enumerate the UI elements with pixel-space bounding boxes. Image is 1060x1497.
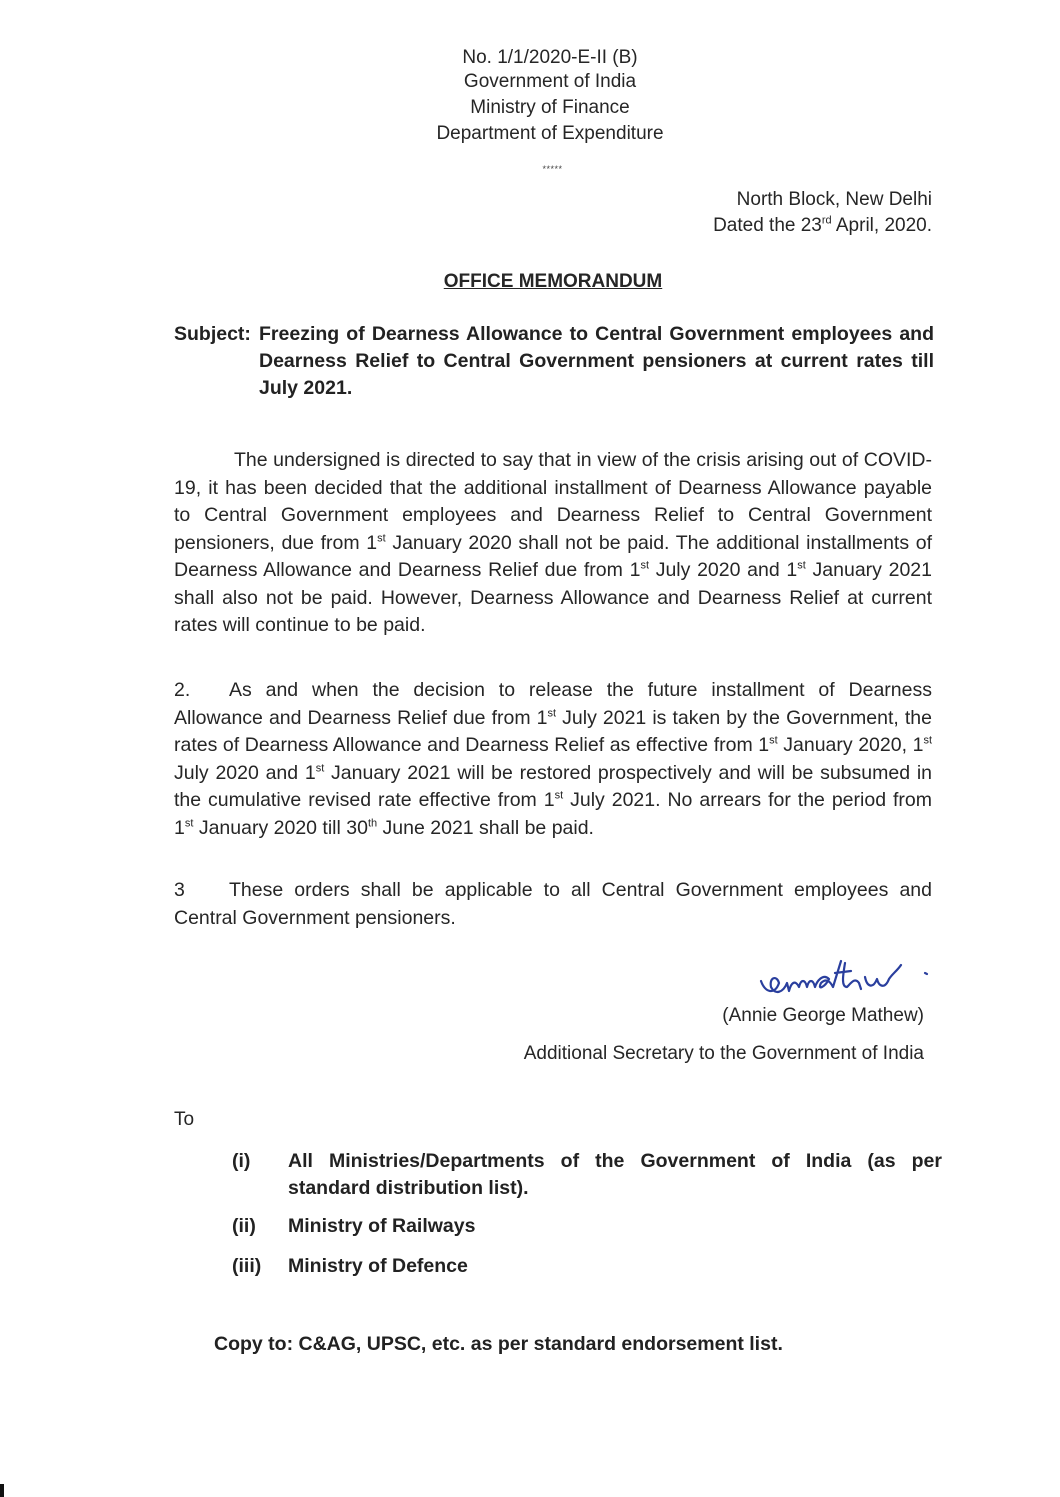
recipient-text: All Ministries/Departments of the Government of India (as per standard distribution list).	[288, 1150, 942, 1199]
ministry-line: Ministry of Finance	[470, 97, 630, 118]
subject-label: Subject:	[174, 323, 251, 345]
recipient-number: (iii)	[232, 1255, 262, 1277]
paragraph-3-text: These orders shall be applicable to all Central Government employees and Central Government pensioners.	[174, 879, 932, 929]
subject-text: Freezing of Dearness Allowance to Central Government employees and Dearness Relief to Central Government pensioners at current rates till July 2021.	[259, 323, 934, 399]
signatory-title: Additional Secretary to the Government of India	[523, 1043, 924, 1064]
to-label: To	[174, 1109, 195, 1130]
date-day-suffix: rd	[821, 214, 832, 227]
recipient-number: (ii)	[232, 1215, 256, 1237]
recipient-item	[232, 1148, 942, 1202]
header-stars: *****	[542, 164, 563, 174]
signature	[755, 943, 935, 1008]
paragraph-3-number: 3	[174, 879, 185, 901]
subject-block	[174, 321, 934, 402]
paragraph-3	[174, 877, 932, 932]
recipient-item	[232, 1253, 942, 1280]
signatory-name: (Annie George Mathew)	[722, 1005, 924, 1026]
document-title: OFFICE MEMORANDUM	[443, 271, 663, 292]
recipient-number: (i)	[232, 1150, 251, 1172]
date-prefix: Dated the	[713, 215, 801, 236]
place-line: North Block, New Delhi	[736, 189, 932, 210]
recipient-text: Ministry of Defence	[288, 1255, 468, 1277]
date-day: 23	[800, 215, 822, 236]
signature-scribble	[755, 943, 935, 1003]
recipient-text: Ministry of Railways	[288, 1215, 476, 1237]
date-rest: April, 2020.	[831, 215, 932, 236]
department-line: Department of Expenditure	[436, 123, 664, 144]
recipient-item	[232, 1213, 942, 1240]
date-line	[713, 213, 932, 239]
scan-edge-mark	[0, 1484, 4, 1497]
paragraph-1: The undersigned is directed to say that in view of the crisis arising out of COVID-19, it has been decided that the additional installment of Dearness Allowance payable to Central Government employees and Dearness Relief to Central Government pensioners, due from 1st January 2020 shall not be paid. The additional installments of Dearness Allowance and Dearness Relief due from 1st July 2020 and 1st January 2021 shall also not be paid. However, Dearness Allowance and Dearness Relief at current rates will continue to be paid.	[174, 449, 932, 636]
copy-to-line: Copy to: C&AG, UPSC, etc. as per standard endorsement list.	[214, 1333, 783, 1355]
paragraph-2-number: 2.	[174, 679, 191, 701]
file-number: No. 1/1/2020-E-II (B)	[462, 47, 638, 68]
government-line: Government of India	[463, 71, 637, 92]
paragraph-2: 2. As and when the decision to release the future installment of Dearness Allowance and Dearness Relief due from 1st July 2021 is taken by the Government, the rates of Dearness Allowance and Dearness Relief as effective from 1st January 2020, 1st July 2020 and 1st January 2021 will be restored prospectively and will be subsumed in the cumulative revised rate effective from 1st July 2021. No arrears for the period from 1st January 2020 till 30th June 2021 shall be paid.	[174, 679, 932, 839]
